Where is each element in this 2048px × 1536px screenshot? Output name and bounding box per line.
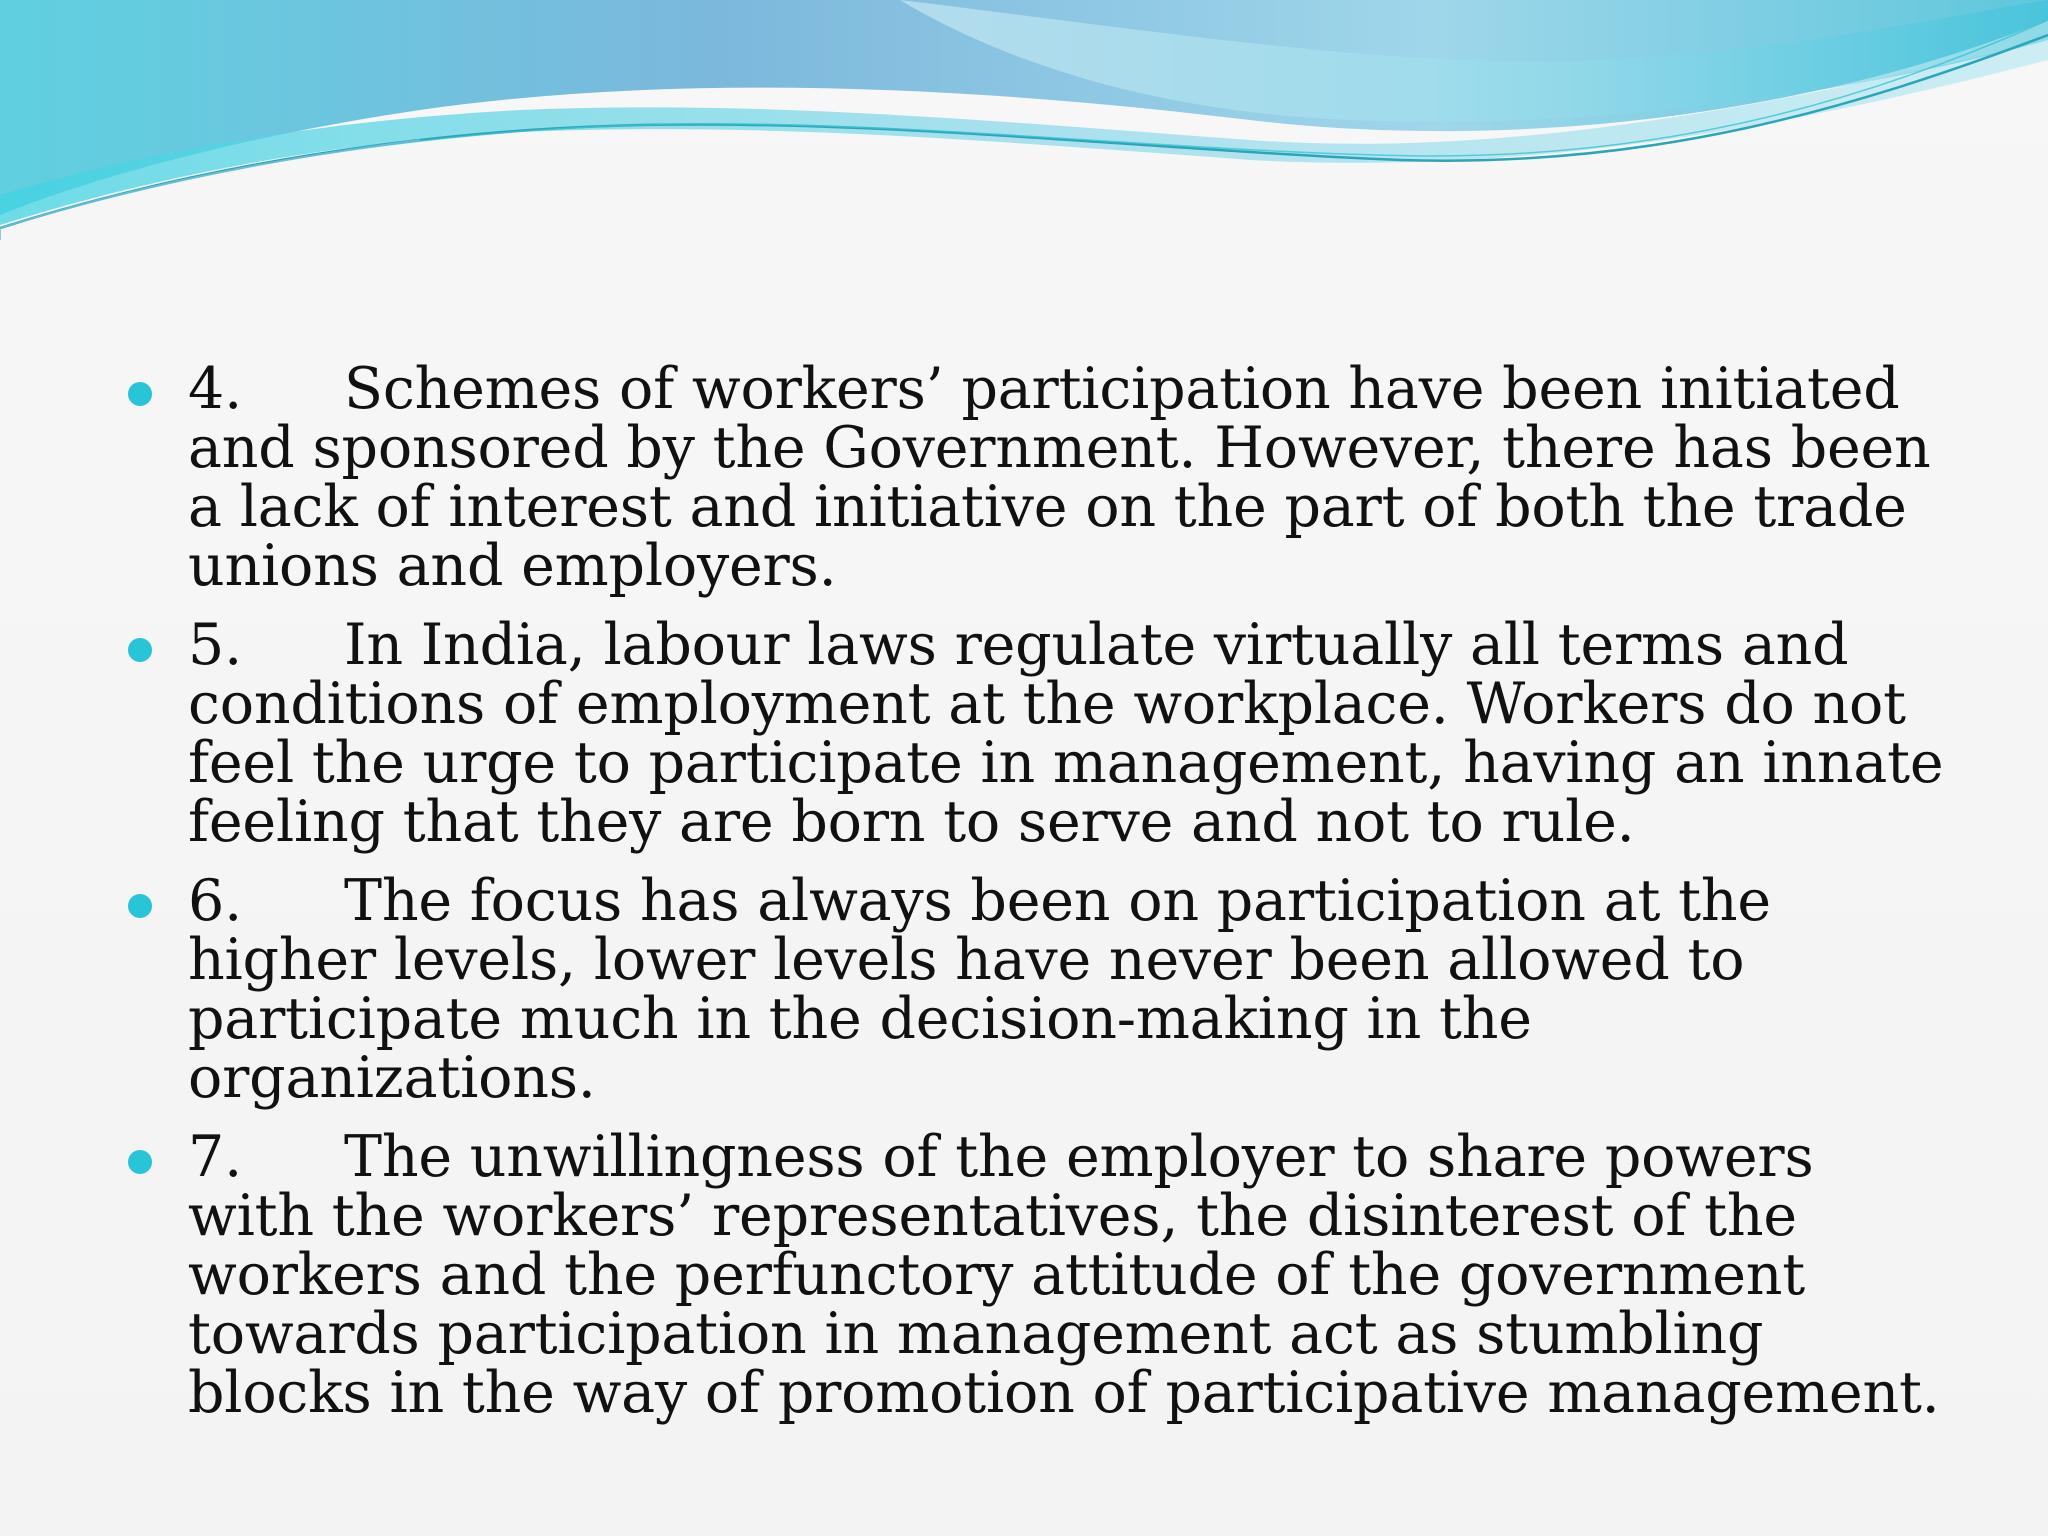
bullet-text: In India, labour laws regulate virtually all terms and conditions of employment at the workplace. Workers do not feel the urge to participate in management, having an innate feeling that they are born to serve and not to rule.: [188, 612, 1944, 855]
bullet-dot-icon: [128, 638, 152, 662]
bullet-dot-icon: [128, 382, 152, 406]
bullet-text: The unwillingness of the employer to share powers with the workers’ representatives, the disinterest of the workers and the perfunctory attitude of the government towards participation in management act as stumbling blocks in the way of promotion of participative management.: [188, 1124, 1940, 1426]
bullet-text: Schemes of workers’ participation have been initiated and sponsored by the Government. However, there has been a lack of interest and initiative on the part of both the trade unions and employers.: [188, 356, 1931, 599]
bullet-dot-icon: [128, 894, 152, 918]
bullet-item-5: [126, 612, 1946, 855]
bullet-text: The focus has always been on participation at the higher levels, lower levels have never been allowed to participate much in the decision-making in the organizations.: [188, 868, 1771, 1111]
bullet-list: [126, 356, 1946, 1426]
bullet-number: 7.: [188, 1124, 242, 1190]
slide-body: [126, 356, 1946, 1443]
bullet-dot-icon: [128, 1150, 152, 1174]
bullet-item-6: [126, 868, 1946, 1111]
bullet-number: 6.: [188, 868, 242, 934]
bullet-number: 4.: [188, 356, 242, 422]
header-wave-decoration: [0, 0, 2048, 240]
bullet-number: 5.: [188, 612, 242, 678]
bullet-item-7: [126, 1124, 1946, 1426]
bullet-item-4: [126, 356, 1946, 599]
